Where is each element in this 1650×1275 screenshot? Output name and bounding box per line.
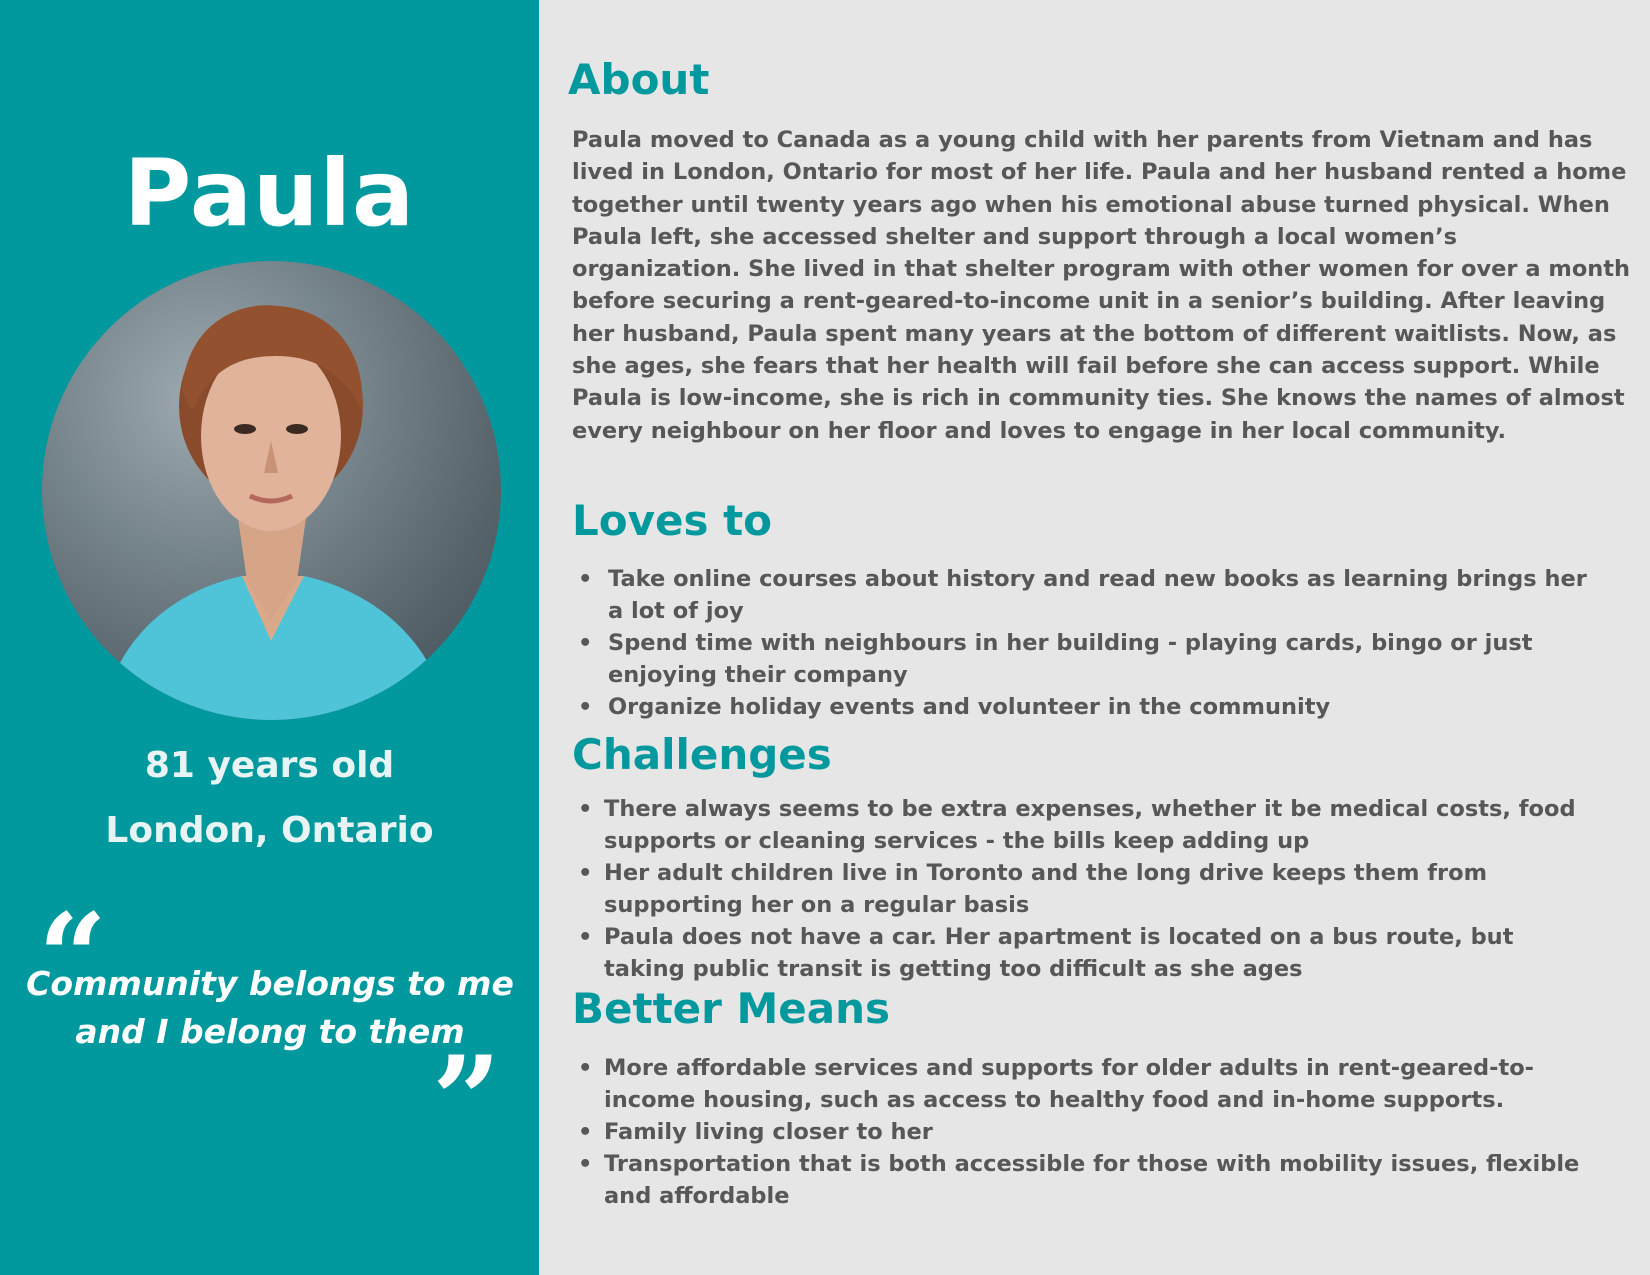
list-item: • Her adult children live in Toronto and the long drive keeps them from supporting her on a regular basis bbox=[568, 857, 1588, 921]
better-means-list bbox=[568, 1052, 1588, 1212]
portrait-photo bbox=[42, 261, 501, 720]
persona-quote: Community belongs to me and I belong to them bbox=[26, 964, 514, 1051]
list-item: • Paula does not have a car. Her apartment is located on a bus route, but taking public transit is getting too difficult as she ages bbox=[568, 921, 1588, 985]
challenges-heading: Challenges bbox=[572, 730, 832, 779]
better-means-heading: Better Means bbox=[572, 984, 890, 1033]
open-quote-icon: “ bbox=[38, 887, 108, 1028]
close-quote-icon: ” bbox=[432, 1030, 502, 1171]
portrait-illustration bbox=[42, 261, 501, 720]
loves-list bbox=[568, 563, 1588, 723]
about-heading: About bbox=[568, 55, 710, 104]
list-item: • Family living closer to her bbox=[568, 1116, 1588, 1148]
list-item: • Organize holiday events and volunteer in the community bbox=[568, 691, 1588, 723]
list-item: • More affordable services and supports for older adults in rent-geared-to-income housing, such as access to healthy food and in-home supports. bbox=[568, 1052, 1588, 1116]
persona-age: 81 years old bbox=[144, 745, 395, 786]
list-item: • Take online courses about history and read new books as learning brings her a lot of joy bbox=[568, 563, 1588, 627]
loves-heading: Loves to bbox=[572, 496, 773, 545]
list-item: • Transportation that is both accessible for those with mobility issues, flexible and affordable bbox=[568, 1148, 1588, 1212]
persona-location: London, Ontario bbox=[105, 810, 434, 851]
profile-panel bbox=[0, 0, 539, 1275]
challenges-list bbox=[568, 793, 1588, 985]
about-text: Paula moved to Canada as a young child with her parents from Vietnam and has lived in London, Ontario for most of her life. Paula and her husband rented a home together until twenty years ago when his emotional abuse turned physical. When Paula left, she accessed shelter and support through a local women’s organization. She lived in that shelter program with other women for over a month before securing a rent-geared-to-income unit in a senior’s building. After leaving her husband, Paula spent many years at the bottom of different waitlists. Now, as she ages, she fears that her health will fail before she can access support. While Paula is low-income, she is rich in community ties. She knows the names of almost every neighbour on her floor and loves to engage in her local community. bbox=[572, 127, 1631, 444]
persona-name: Paula bbox=[123, 140, 416, 247]
list-item: • There always seems to be extra expenses, whether it be medical costs, food supports or cleaning services - the bills keep adding up bbox=[568, 793, 1588, 857]
list-item: • Spend time with neighbours in her building - playing cards, bingo or just enjoying their company bbox=[568, 627, 1588, 691]
